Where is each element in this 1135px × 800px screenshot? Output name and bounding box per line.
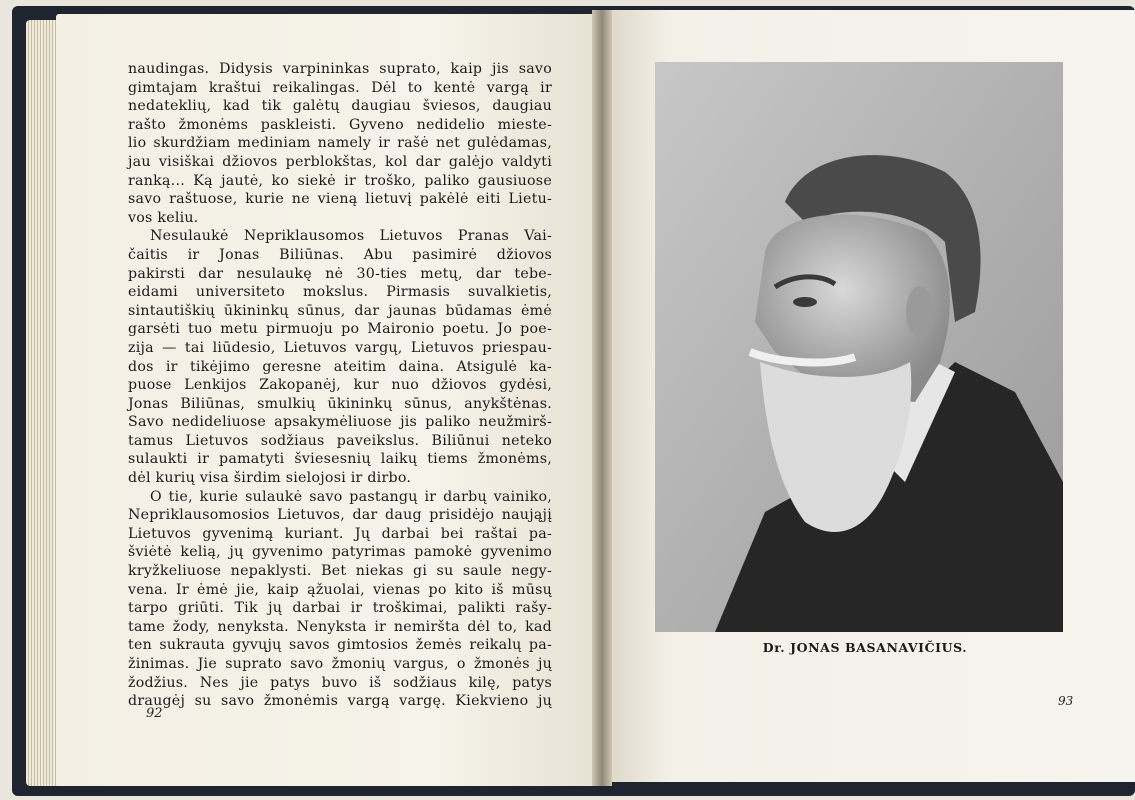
text-line: jau visiškai džiovos perblokštas, kol dar galėjo valdyti [128,153,552,170]
portrait-caption: Dr. JONAS BASANAVIČIUS. [762,640,968,655]
text-line: naudingas. Didysis varpininkas suprato, kaip jis savo [128,61,552,77]
text-line: kryžkeliuose nepaklysti. Bet niekas gi su saule negy- [128,563,552,580]
text-line: tarpo griūti. Tik jų darbai ir troškimai, palikti rašy- [128,600,552,617]
text-line: eidami universiteto mokslus. Pirmasis suvalkietis, [128,284,552,301]
text-line: vena. Ir ėmė jie, kaip ąžuolai, vienas po kito iš mūsų [128,581,552,598]
text-line: dėl kurių visa širdim sielojosi ir dirbo. [128,470,412,487]
portrait-illustration [655,62,1063,632]
text-line: nedateklių, kad tik galėtų daugiau šviesos, daugiau [128,98,552,115]
text-line: žinimas. Jie suprato savo žmonių vargus, o žmonės jų [128,656,552,672]
book-gutter [592,10,612,786]
text-line: Lietuvos gyvenimą kuriant. Jų darbai bei raštai pa- [128,525,552,542]
text-line: žodžius. Nes jie patys buvo iš sodžiaus kilę, patys [128,674,552,691]
text-line: puose Lenkijos Zakopanėj, kur nuo džiovos gydėsi, [128,377,552,394]
text-line: rašto žmonėms paskleisti. Gyveno nedidelio mieste- [128,116,552,133]
text-line: tame žody, nenyksta. Nenyksta ir nemiršta dėl to, kad [128,618,552,635]
text-line: Nepriklausomosios Lietuvos, dar daug prisidėjo naująjį [128,507,552,524]
text-line: pakirsti dar nesulaukę nė 30-ties metų, dar tebe- [128,265,552,282]
text-line: garsėti tuo metu pirmuoju po Maironio poetu. Jo poe- [128,321,552,338]
text-line: tamus Lietuvos sodžiaus paveikslus. Biliūnui neteko [128,432,552,449]
page-number-right: 93 [1058,694,1074,708]
text-line: čaitis ir Jonas Biliūnas. Abu pasimirė džiovos [128,246,552,263]
text-line: sintautiškių ūkininkų sūnus, dar jaunas būdamas ėmė [128,302,552,319]
text-line: ranką... Ką jautė, ko siekė ir troško, paliko gausiuose [128,172,552,189]
text-line: ten sukrauta gyvųjų savos gimtosios žemės reikalų pa- [128,637,552,654]
text-line: Jonas Biliūnas, smulkių ūkininkų sūnus, anykštėnas. [128,395,552,412]
text-line: Savo nedideliuose apsakymėliuose jis paliko neužmirš- [128,414,552,431]
text-line: Nesulaukė Nepriklausomos Lietuvos Pranas Vai- [150,228,552,245]
text-line: O tie, kurie sulaukė savo pastangų ir darbų vainiko, [150,488,552,505]
text-line: savo raštuose, kurie ne vieną lietuvį pakėlė eiti Lietu- [128,191,552,208]
text-line: draugėj su savo žmonėmis vargą vargę. Kiekvieno jų [128,693,552,710]
text-line: zija — tai liūdesio, Lietuvos vargų, Lietuvos priespau- [128,339,552,356]
text-line: sulaukti ir pamatyti šviesesnių laikų tiems žmonėms, [128,451,552,468]
portrait-photo [655,62,1063,632]
text-line: vos keliu. [128,209,199,226]
text-line: dos ir tikėjimo geresne ateitim daina. Atsigulė ka- [128,358,552,375]
page-number-left: 92 [146,706,163,721]
text-line: šviėtė kelią, jų gyvenimo patyrimas pamokė gyvenimo [128,544,552,561]
text-line: gimtajam kraštui reikalingas. Dėl to kentė vargą ir [128,79,552,96]
text-line: lio skurdžiam mediniam namely ir rašė net gulėdamas, [128,135,552,152]
left-page-text [128,60,552,711]
